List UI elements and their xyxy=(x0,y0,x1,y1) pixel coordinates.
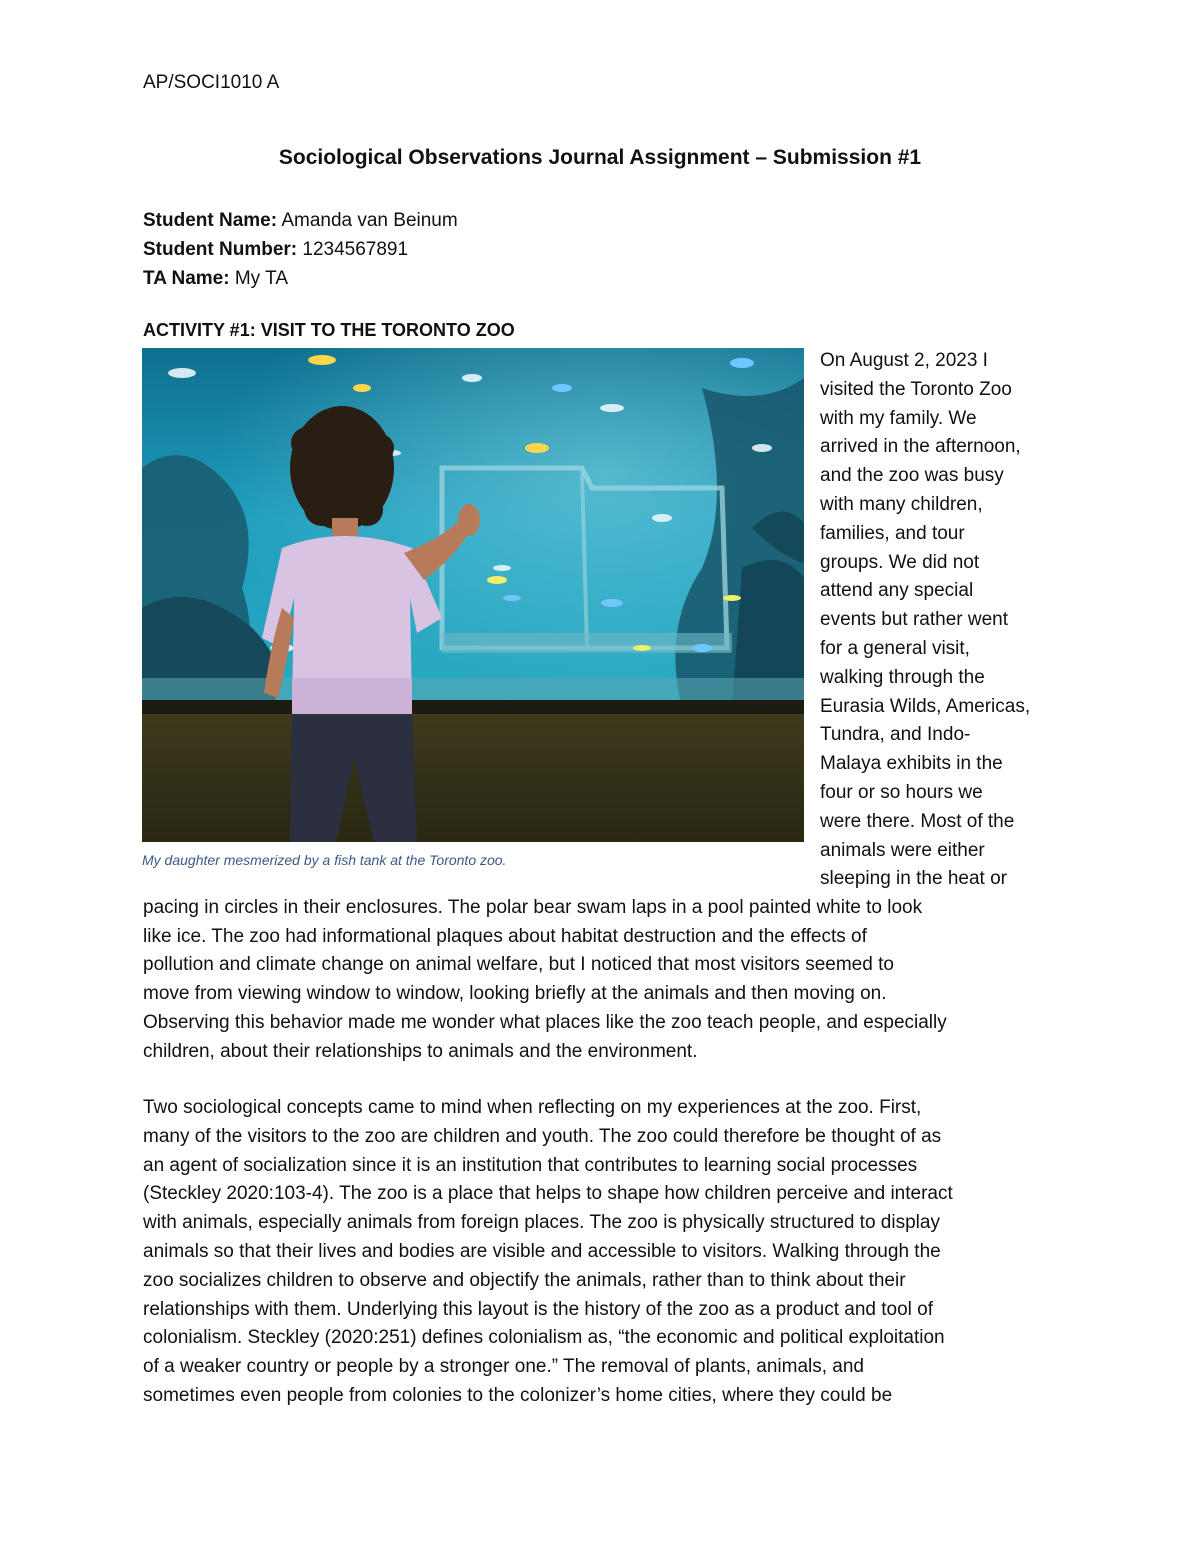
student-number-row xyxy=(143,235,458,264)
text-line: Eurasia Wilds, Americas, xyxy=(820,695,1031,717)
text-line: zoo socializes children to observe and objectify the animals, rather than to think about their xyxy=(143,1269,906,1291)
text-line: four or so hours we xyxy=(820,781,983,803)
ta-name-value: My TA xyxy=(234,268,288,289)
ta-name-label: TA Name: xyxy=(143,268,230,289)
text-line: Malaya exhibits in the xyxy=(820,753,1003,775)
text-line: walking through the xyxy=(820,666,985,688)
text-line: with many children, xyxy=(820,493,983,515)
student-name-value: Amanda van Beinum xyxy=(281,210,458,231)
text-line: animals were either xyxy=(820,839,985,861)
text-line: attend any special xyxy=(820,580,974,602)
text-line: Two sociological concepts came to mind when reflecting on my experiences at the zoo. First, xyxy=(143,1097,922,1118)
paragraph-observation xyxy=(143,894,1073,1066)
figure-caption: My daughter mesmerized by a fish tank at the Toronto zoo. xyxy=(142,852,507,868)
text-line: families, and tour xyxy=(820,522,965,544)
course-code: AP/SOCI1010 A xyxy=(143,72,280,93)
text-line: Observing this behavior made me wonder what places like the zoo teach people, and especially xyxy=(143,1011,947,1033)
text-line: (Steckley 2020:103-4). The zoo is a place that helps to shape how children perceive and interact xyxy=(143,1183,953,1205)
paragraph-concepts xyxy=(143,1094,1073,1411)
text-line: were there. Most of the xyxy=(820,810,1015,832)
text-line: children, about their relationships to animals and the environment. xyxy=(143,1040,698,1062)
student-info xyxy=(143,206,458,293)
text-line: like ice. The zoo had informational plaques about habitat destruction and the effects of xyxy=(143,925,867,947)
ta-name-row xyxy=(143,264,458,293)
text-line: many of the visitors to the zoo are children and youth. The zoo could therefore be thought of as xyxy=(143,1125,942,1147)
student-name-label: Student Name: xyxy=(143,210,278,231)
text-line: sleeping in the heat or xyxy=(820,868,1007,890)
text-line: and the zoo was busy xyxy=(820,465,1004,487)
text-line: Tundra, and Indo- xyxy=(820,724,971,746)
text-line: arrived in the afternoon, xyxy=(820,436,1021,458)
text-line: colonialism. Steckley (2020:251) defines colonialism as, “the economic and political exploitation xyxy=(143,1327,945,1349)
aquarium-photo xyxy=(142,348,804,842)
text-line: with my family. We xyxy=(820,407,977,429)
text-line: sometimes even people from colonies to the colonizer’s home cities, where they could be xyxy=(143,1384,893,1406)
activity-heading: ACTIVITY #1: VISIT TO THE TORONTO ZOO xyxy=(143,320,515,340)
text-line: of a weaker country or people by a stronger one.” The removal of plants, animals, and xyxy=(143,1356,864,1378)
text-line: groups. We did not xyxy=(820,551,980,573)
text-line: relationships with them. Underlying this layout is the history of the zoo as a product and tool of xyxy=(143,1298,933,1320)
text-line: move from viewing window to window, looking briefly at the animals and then moving on. xyxy=(143,983,887,1005)
text-line: with animals, especially animals from foreign places. The zoo is physically structured to display xyxy=(143,1212,940,1234)
student-number-value: 1234567891 xyxy=(302,239,409,260)
student-name-row xyxy=(143,206,458,235)
text-line: On August 2, 2023 I xyxy=(820,350,988,371)
text-line: pollution and climate change on animal welfare, but I noticed that most visitors seemed to xyxy=(143,954,894,976)
text-line: events but rather went xyxy=(820,609,1008,631)
side-paragraph xyxy=(820,347,1070,894)
text-line: an agent of socialization since it is an institution that contributes to learning social processes xyxy=(143,1154,918,1176)
text-line: for a general visit, xyxy=(820,637,970,659)
document-title: Sociological Observations Journal Assignment – Submission #1 xyxy=(278,146,922,169)
text-line: pacing in circles in their enclosures. The polar bear swam laps in a pool painted white to look xyxy=(143,897,923,918)
student-number-label: Student Number: xyxy=(143,239,298,260)
text-line: visited the Toronto Zoo xyxy=(820,378,1012,400)
text-line: animals so that their lives and bodies are visible and accessible to visitors. Walking through the xyxy=(143,1240,941,1262)
